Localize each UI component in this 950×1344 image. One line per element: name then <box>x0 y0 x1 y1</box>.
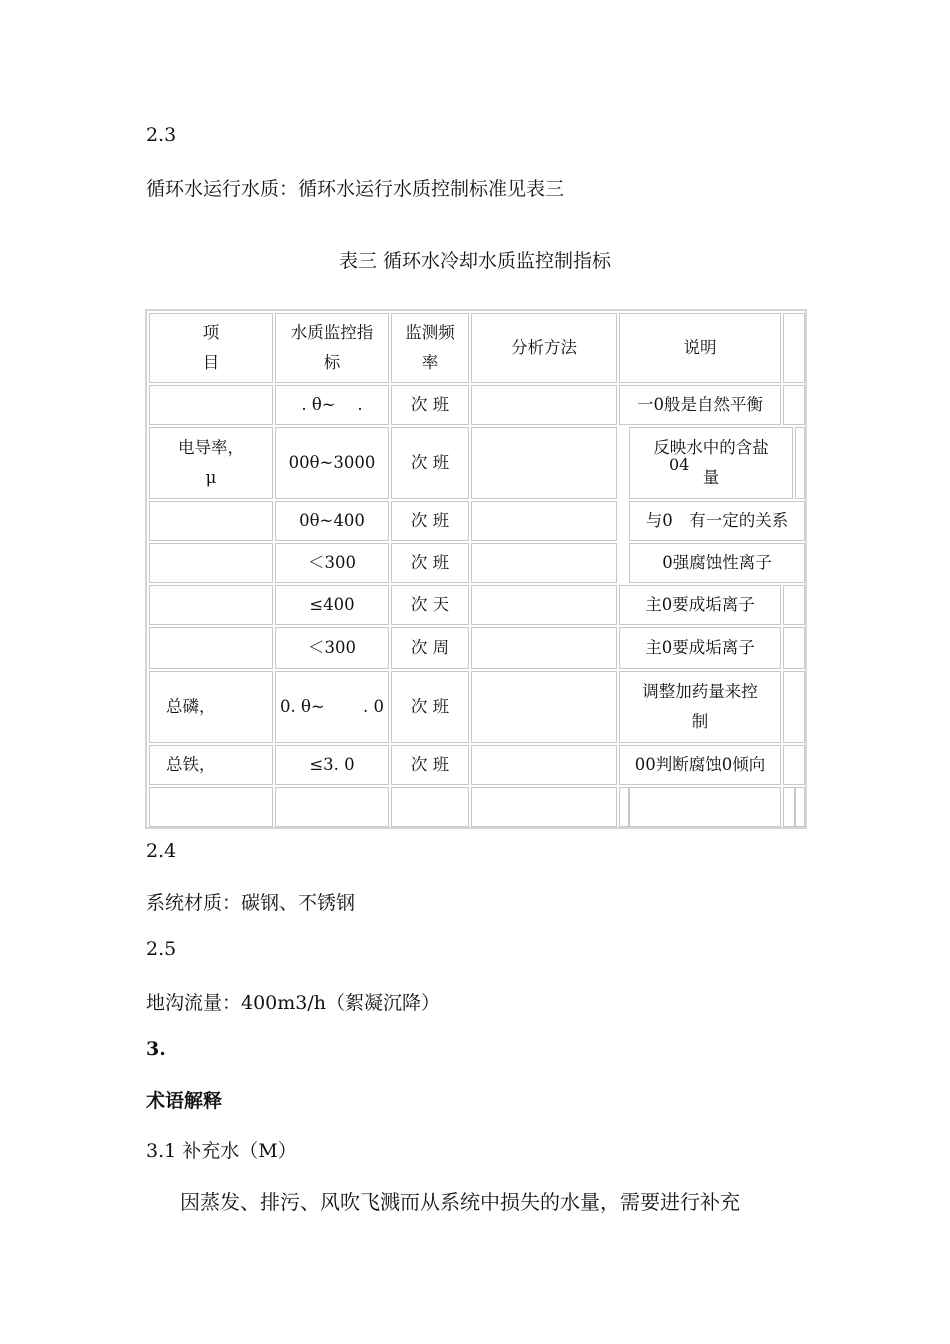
row-8-item: 总铁， <box>149 745 273 785</box>
row-6-spacer <box>783 627 805 669</box>
row-7-note: 调整加药量来控 制 <box>619 671 781 743</box>
row-7-method <box>471 671 617 743</box>
header-method: 分析方法 <box>471 313 617 383</box>
row-9-spacer-b <box>783 787 795 827</box>
row-5-index: ≤400 <box>275 585 389 625</box>
row-6-index: ＜300 <box>275 627 389 669</box>
row-6-note: 主0要成垢离子 <box>619 627 781 669</box>
row-8-frequency: 次 班 <box>391 745 469 785</box>
row-4-frequency: 次 班 <box>391 543 469 583</box>
row-8-index: ≤3. 0 <box>275 745 389 785</box>
row-6-method <box>471 627 617 669</box>
section-3-number: 3. <box>146 1038 166 1060</box>
row-1-item <box>149 385 273 425</box>
row-3-index: 0θ~400 <box>275 501 389 541</box>
row-9-spacer-c <box>795 787 805 827</box>
row-2-item: 电导率， μ <box>149 427 273 499</box>
section-3-title: 术语解释 <box>146 1090 223 1112</box>
row-1-spacer <box>783 385 805 425</box>
section-3-1-body: 因蒸发、排污、风吹飞溅而从系统中损失的水量，需要进行补充 <box>180 1190 740 1214</box>
header-frequency: 监测频 率 <box>391 313 469 383</box>
row-9-frequency <box>391 787 469 827</box>
row-3-item <box>149 501 273 541</box>
row-3-note: 与0 有一定的关系 <box>629 501 805 541</box>
row-2-spacer <box>795 427 805 499</box>
row-6-item <box>149 627 273 669</box>
section-3-1-title: 3.1 补充水（M） <box>146 1140 297 1162</box>
row-1-index: . θ~ . <box>275 385 389 425</box>
row-2-note-overlay: 04 <box>669 455 690 474</box>
section-2-4-text: 系统材质：碳钢、不锈钢 <box>146 892 356 914</box>
row-9-note <box>629 787 781 827</box>
row-8-note: 00判断腐蚀0倾向 <box>619 745 781 785</box>
row-9-index <box>275 787 389 827</box>
row-9-item <box>149 787 273 827</box>
row-1-method <box>471 385 617 425</box>
header-note: 说明 <box>619 313 781 383</box>
row-1-note: 一0般是自然平衡 <box>619 385 781 425</box>
row-6-frequency: 次 周 <box>391 627 469 669</box>
row-7-spacer <box>783 671 805 743</box>
section-2-4-number: 2.4 <box>146 840 177 862</box>
row-2-index: 00θ~3000 <box>275 427 389 499</box>
row-3-frequency: 次 班 <box>391 501 469 541</box>
row-7-index: 0. θ~ . 0 <box>275 671 389 743</box>
header-index: 水质监控指 标 <box>275 313 389 383</box>
header-item: 项 目 <box>149 313 273 383</box>
section-2-3-number: 2.3 <box>146 124 177 146</box>
row-2-method <box>471 427 617 499</box>
row-7-frequency: 次 班 <box>391 671 469 743</box>
row-9-method <box>471 787 617 827</box>
row-8-spacer <box>783 745 805 785</box>
row-8-method <box>471 745 617 785</box>
row-4-note: 0强腐蚀性离子 <box>629 543 805 583</box>
table-caption: 表三 循环水冷却水质监控制指标 <box>338 250 612 272</box>
header-spacer <box>783 313 805 383</box>
row-5-frequency: 次 天 <box>391 585 469 625</box>
row-5-spacer <box>783 585 805 625</box>
section-2-3-text: 循环水运行水质：循环水运行水质控制标准见表三 <box>146 178 565 200</box>
row-3-method <box>471 501 617 541</box>
row-1-frequency: 次 班 <box>391 385 469 425</box>
row-9-spacer-a <box>619 787 629 827</box>
row-2-note: 反映水中的含盐 量 <box>629 427 793 499</box>
row-5-note: 主0要成垢离子 <box>619 585 781 625</box>
row-4-item <box>149 543 273 583</box>
row-4-method <box>471 543 617 583</box>
row-2-frequency: 次 班 <box>391 427 469 499</box>
row-5-method <box>471 585 617 625</box>
water-quality-table <box>145 309 807 829</box>
row-5-item <box>149 585 273 625</box>
row-4-index: ＜300 <box>275 543 389 583</box>
section-2-5-number: 2.5 <box>146 938 177 960</box>
row-7-item: 总磷， <box>149 671 273 743</box>
section-2-5-text: 地沟流量：400m3/h（絮凝沉降） <box>146 992 441 1014</box>
